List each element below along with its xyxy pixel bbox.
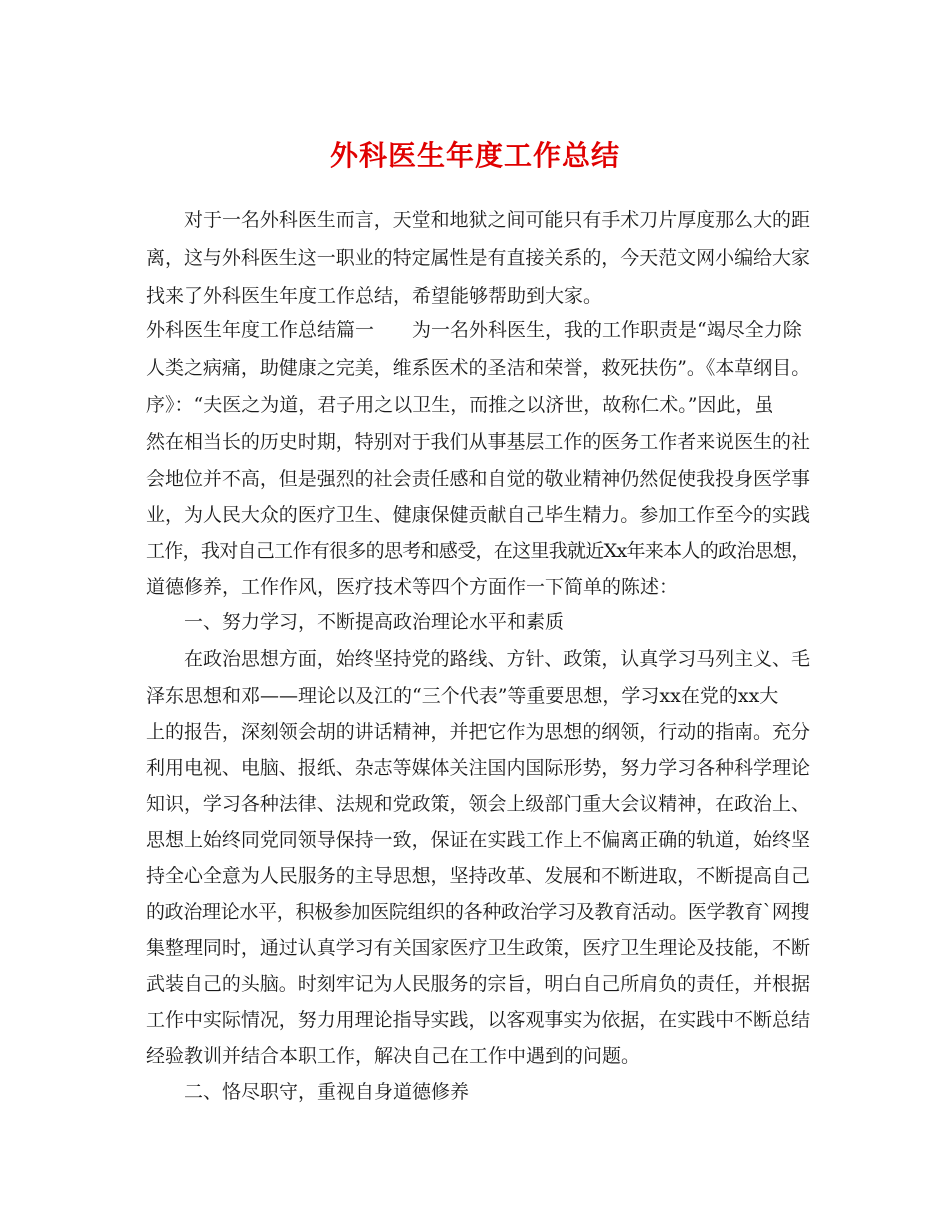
paragraph-line: 泽东思想和邓——理论以及江的“三个代表”等重要思想，学习xx在党的xx大	[146, 685, 779, 707]
paragraph-line: 经验教训并结合本职工作，解决自己在工作中遇到的问题。	[146, 1045, 641, 1067]
paragraph-line: 对于一名外科医生而言，天堂和地狱之间可能只有手术刀片厚度那么大的距	[184, 209, 810, 231]
document-title: 外科医生年度工作总结	[329, 139, 620, 172]
paragraph-line: 业，为人民大众的医疗卫生、健康保健贡献自己毕生精力。参加工作至今的实践	[146, 504, 810, 526]
paragraph-line: 离，这与外科医生这一职业的特定属性是有直接关系的，今天范文网小编给大家	[146, 247, 810, 269]
paragraph-line: 序》：“夫医之为道，君子用之以卫生，而推之以济世，故称仁术。”因此，虽	[146, 394, 774, 416]
paragraph-line: 思想上始终同党同领导保持一致，保证在实践工作上不偏离正确的轨道，始终坚	[146, 829, 810, 851]
paragraph-line: 找来了外科医生年度工作总结，希望能够帮助到大家。	[146, 285, 603, 307]
paragraph-line: 持全心全意为人民服务的主导思想，坚持改革、发展和不断进取，不断提高自己	[146, 865, 810, 887]
paragraph-line: 然在相当长的历史时期，特别对于我们从事基层工作的医务工作者来说医生的社	[146, 431, 810, 453]
section-heading: 一、努力学习，不断提高政治理论水平和素质	[184, 611, 565, 633]
section-heading: 二、恪尽职守，重视自身道德修养	[184, 1081, 470, 1103]
paragraph-line: 的政治理论水平，积极参加医院组织的各种政治学习及教育活动。医学教育`网搜	[146, 901, 810, 923]
paragraph-line: 工作，我对自己工作有很多的思考和感受，在这里我就近Xx年来本人的政治思想，	[146, 540, 810, 562]
paragraph-line: 利用电视、电脑、报纸、杂志等媒体关注国内国际形势，努力学习各种科学理论	[146, 757, 810, 779]
paragraph-line: 工作中实际情况，努力用理论指导实践，以客观事实为依据，在实践中不断总结	[146, 1009, 810, 1031]
paragraph-line: 上的报告，深刻领会胡的讲话精神，并把它作为思想的纲领，行动的指南。充分	[146, 721, 810, 743]
paragraph-line: 道德修养，工作作风，医疗技术等四个方面作一下简单的陈述：	[146, 576, 679, 598]
paragraph-line: 会地位并不高，但是强烈的社会责任感和自觉的敬业精神仍然促使我投身医学事	[146, 468, 810, 490]
paragraph-line: 武装自己的头脑。时刻牢记为人民服务的宗旨，明白自己所肩负的责任，并根据	[146, 973, 810, 995]
paragraph-line: 人类之病痛，助健康之完美，维系医术的圣洁和荣誉，救死扶伤”。《本草纲目。	[146, 357, 811, 379]
paragraph-line: 在政治思想方面，始终坚持党的路线、方针、政策，认真学习马列主义、毛	[184, 648, 810, 670]
paragraph-line: 集整理同时，通过认真学习有关国家医疗卫生政策，医疗卫生理论及技能，不断	[146, 937, 810, 959]
paragraph-line: 外科医生年度工作总结篇一 为一名外科医生，我的工作职责是“竭尽全力除	[146, 319, 802, 341]
paragraph-line: 知识，学习各种法律、法规和党政策，领会上级部门重大会议精神，在政治上、	[146, 793, 810, 815]
